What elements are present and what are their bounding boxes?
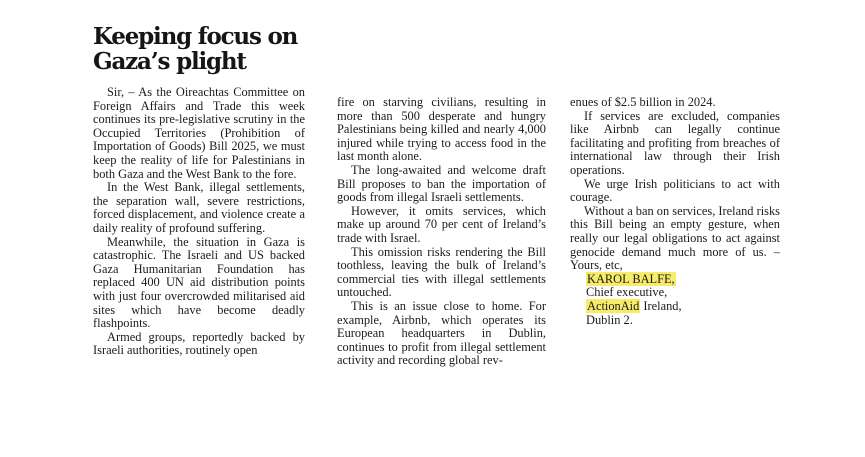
signature-title: Chief executive, [586, 285, 668, 300]
paragraph: enues of $2.5 billion in 2024. [570, 95, 716, 109]
article-headline [93, 24, 313, 74]
column-1 [93, 86, 305, 358]
paragraph: This is an issue close to home. For example, Airbnb, which operates its European headquarters in Dublin, continues to profit from illegal settlement activity and recording global rev- [337, 298, 546, 368]
headline-line-1: Keeping focus on [93, 23, 298, 50]
paragraph: Meanwhile, the situation in Gaza is catastrophic. The Israeli and US backed Gaza Humanitarian Foundation has replaced 400 UN aid distribution points with just four overcrowded militarised aid sites which have become deadly flashpoints. [93, 234, 305, 331]
paragraph: This omission risks rendering the Bill toothless, leaving the bulk of Ireland’s commercial ties with illegal settlements untouched. [337, 244, 546, 300]
paragraph: The long-awaited and welcome draft Bill proposes to ban the importation of goods from illegal Israeli settlements. [337, 162, 546, 205]
paragraph: In the West Bank, illegal settlements, the separation wall, severe restrictions, forced displacement, and violence create a daily reality of profound suffering. [93, 180, 305, 235]
paragraph: If services are excluded, companies like Airbnb can legally continue facilitating and profiting from breaches of international law through their Irish operations. [570, 108, 780, 177]
signature-name: KAROL BALFE, [587, 271, 675, 286]
paragraph: Sir, – As the Oireachtas Committee on Foreign Affairs and Trade this week continues its pre-legislative scrutiny in the Occupied Territories (Prohibition of Importation of Goods) Bill 2025, we must keep the reality of life for Palestinians in both Gaza and the West Bank to the fore. [93, 85, 305, 181]
signature-org-suffix: Ireland, [640, 298, 682, 313]
signature-block [570, 273, 780, 327]
column-2 [337, 96, 546, 368]
signature-name-line [570, 273, 780, 287]
paragraph: However, it omits services, which make up around 70 per cent of Ireland’s trade with Israel. [337, 203, 546, 245]
paragraph: Without a ban on services, Ireland risks this Bill being an empty gesture, when really our legal obligations to act against genocide demand much more of us. – Yours, etc, [570, 203, 780, 273]
headline-line-2: Gaza’s plight [93, 48, 246, 75]
column-3 [570, 96, 780, 327]
signature-org-line [570, 300, 780, 314]
paragraph: We urge Irish politicians to act with courage. [570, 176, 780, 205]
paragraph: Armed groups, reportedly backed by Israeli authorities, routinely open [93, 329, 305, 358]
paragraph: fire on starving civilians, resulting in more than 500 desperate and hungry Palestinians being killed and nearly 4,000 injured while trying to access food in the last month alone. [337, 95, 546, 164]
signature-city: Dublin 2. [586, 312, 633, 327]
signature-org: ActionAid [587, 298, 640, 313]
